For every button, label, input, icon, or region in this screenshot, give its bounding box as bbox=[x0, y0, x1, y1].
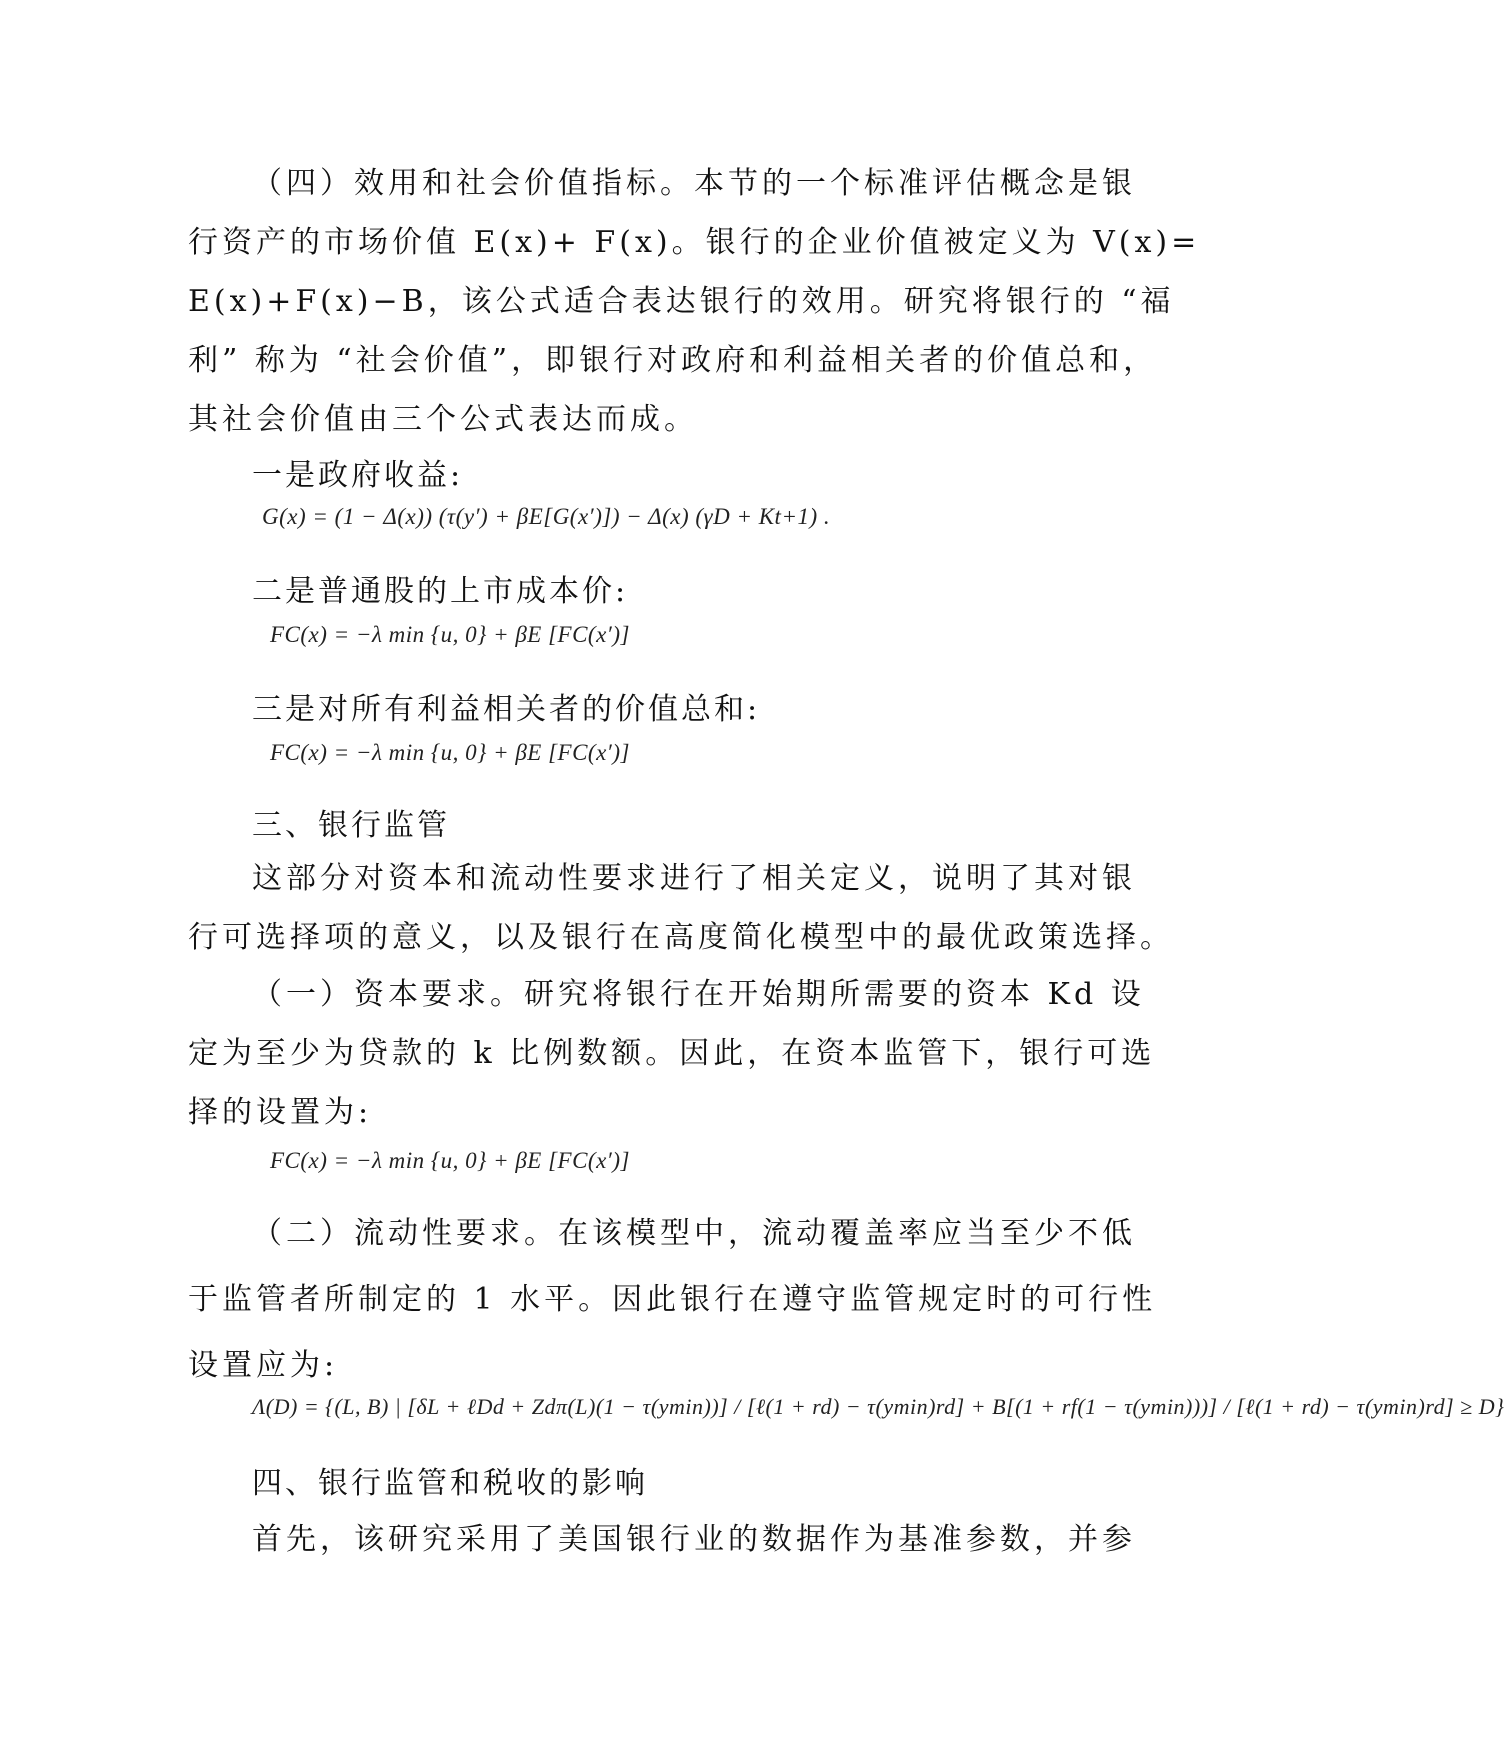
paragraph-line: 首先，该研究采用了美国银行业的数据作为基准参数，并参 bbox=[252, 1522, 1136, 1557]
regulation-intro-paragraph bbox=[188, 849, 1174, 967]
paragraph-line: （二）流动性要求。在该模型中，流动覆盖率应当至少不低 bbox=[252, 1216, 1136, 1251]
stakeholder-value-formula: FC(x) = −λ min {u, 0} + βE [FC(x′)] bbox=[270, 740, 630, 765]
item1-label: 一是政府收益: bbox=[252, 458, 464, 493]
utility-paragraph bbox=[188, 154, 1201, 449]
paragraph-line: 定为至少为贷款的 k 比例数额。因此，在资本监管下，银行可选 bbox=[188, 1036, 1156, 1071]
listing-cost-formula: FC(x) = −λ min {u, 0} + βE [FC(x′)] bbox=[270, 622, 630, 647]
paragraph-line: 其社会价值由三个公式表达而成。 bbox=[188, 402, 698, 437]
liquidity-formula: Λ(D) = {(L, B) | [δL + ℓDd + Zdπ(L)(1 − τ(ymin))] / [ℓ(1 + rd) − τ(ymin)rd] + B[(1 + rf(1 − τ(ymin)))] / [ℓ(1 + rd) − τ(ymin)rd] ≥ D} bbox=[252, 1394, 1504, 1419]
paragraph-line: 行资产的市场价值 E(x)+ F(x)。银行的企业价值被定义为 V(x)= bbox=[188, 225, 1201, 260]
paragraph-line: （四）效用和社会价值指标。本节的一个标准评估概念是银 bbox=[252, 166, 1136, 201]
liquidity-requirement-paragraph bbox=[188, 1201, 1157, 1399]
section-heading-4: 四、银行监管和税收的影响 bbox=[252, 1466, 648, 1501]
item2-label: 二是普通股的上市成本价: bbox=[252, 574, 629, 609]
paragraph-line: 行可选择项的意义，以及银行在高度简化模型中的最优政策选择。 bbox=[188, 920, 1174, 955]
paragraph-line: 择的设置为: bbox=[188, 1095, 373, 1130]
capital-formula: FC(x) = −λ min {u, 0} + βE [FC(x′)] bbox=[270, 1148, 630, 1173]
paragraph-line: E(x)+F(x)−B，该公式适合表达银行的效用。研究将银行的 “福 bbox=[188, 284, 1175, 319]
section-heading-3: 三、银行监管 bbox=[252, 808, 450, 843]
paragraph-line: 于监管者所制定的 1 水平。因此银行在遵守监管规定时的可行性 bbox=[188, 1282, 1157, 1317]
paragraph-line: 这部分对资本和流动性要求进行了相关定义，说明了其对银 bbox=[252, 861, 1136, 896]
government-revenue-formula: G(x) = (1 − Δ(x)) (τ(y′) + βE[G(x′)]) − Δ(x) (γD + Kt+1) . bbox=[262, 504, 831, 529]
conclusion-paragraph bbox=[188, 1510, 1136, 1569]
paragraph-line: （一）资本要求。研究将银行在开始期所需要的资本 Kd 设 bbox=[252, 977, 1145, 1012]
paragraph-line: 设置应为: bbox=[188, 1348, 339, 1383]
item3-label: 三是对所有利益相关者的价值总和: bbox=[252, 692, 761, 727]
paragraph-line: 利” 称为 “社会价值”，即银行对政府和利益相关者的价值总和， bbox=[188, 343, 1158, 378]
capital-requirement-paragraph bbox=[188, 965, 1156, 1142]
